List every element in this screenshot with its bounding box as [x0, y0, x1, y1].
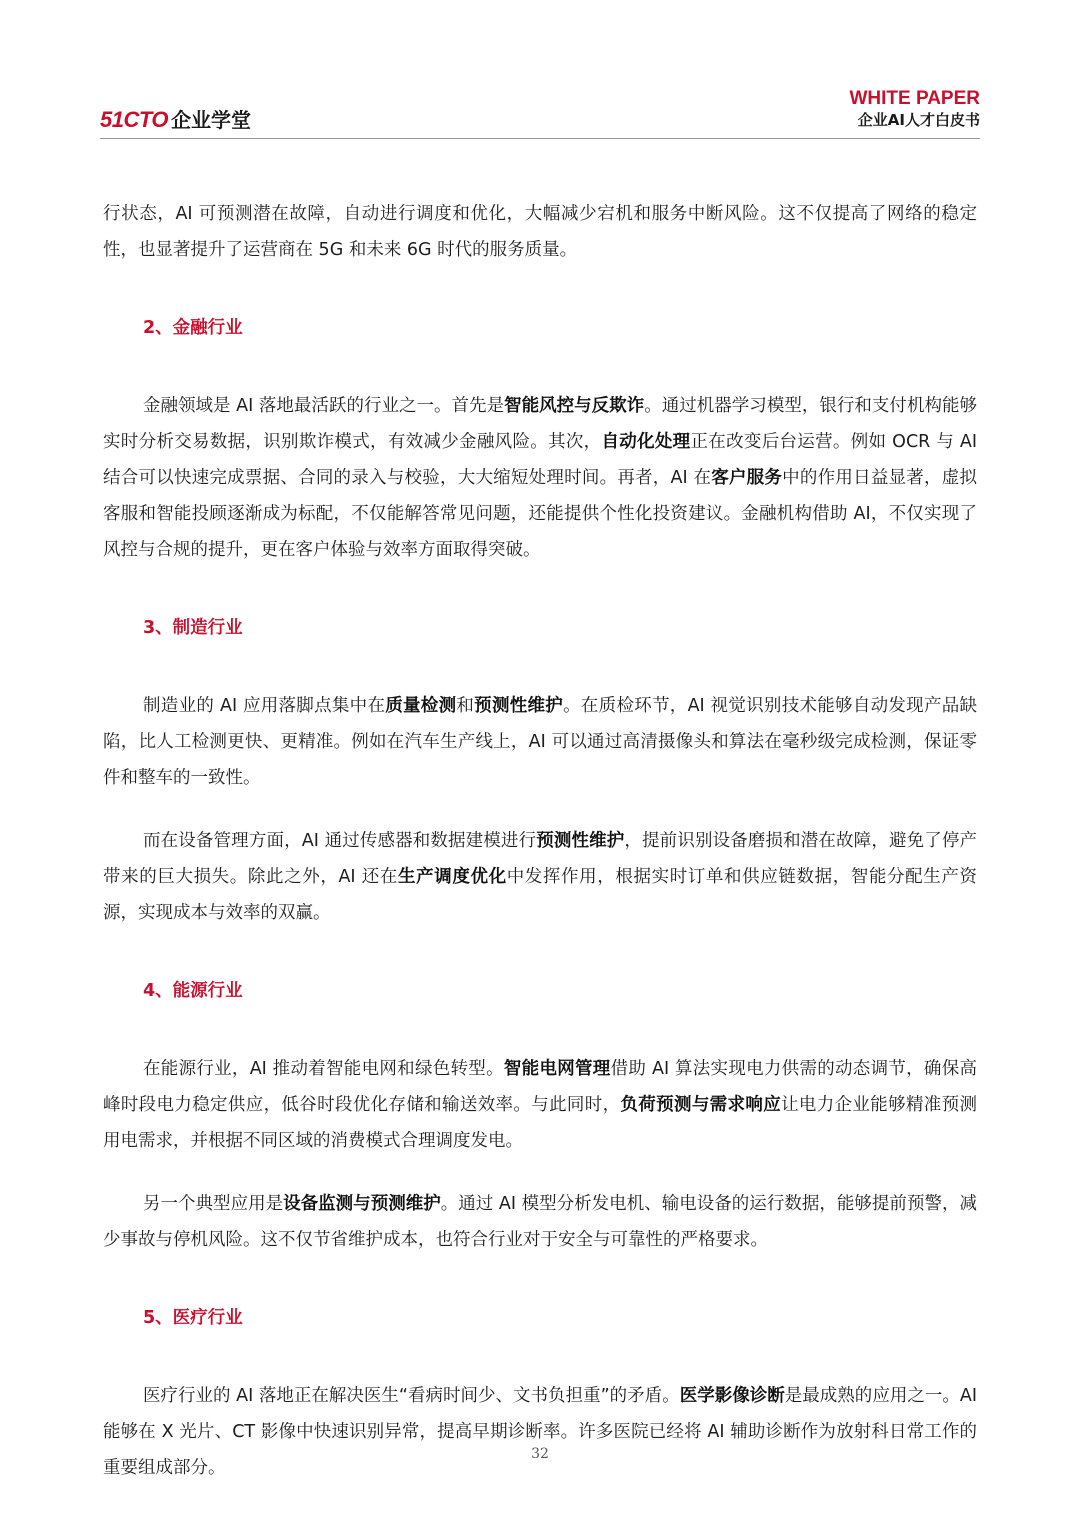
paragraph-finance — [103, 388, 977, 568]
page-number: 32 — [531, 1446, 549, 1462]
bold-term: 预测性维护 — [536, 831, 625, 851]
text-run: 。在质检环节，AI 视觉识别技术能够自动发现产品缺陷，比人工检测更快、更精准。例如在汽车生产线上，AI 可以通过高清摄像头和算法在毫秒级完成检测，保证零件和整车的一致性。 — [103, 696, 978, 788]
bold-term: 质量检测 — [385, 696, 457, 716]
paragraph-telecom-continued: 行状态，AI 可预测潜在故障，自动进行调度和优化，大幅减少宕机和服务中断风险。这不仅提高了网络的稳定性，也显著提升了运营商在 5G 和未来 6G 时代的服务质量。 — [103, 204, 977, 260]
paragraph-energy-1 — [103, 1051, 977, 1159]
bold-term: 客户服务 — [711, 468, 783, 488]
paragraph-manufacturing-1 — [103, 688, 977, 796]
text-run: 借助 AI 算法实现电力供需的动态调节，确保高峰时段电力稳定供应，低谷时段优化存储和输送效率。与此同时， — [103, 1059, 978, 1115]
heading-energy: 4、能源行业 — [143, 981, 243, 1001]
text-run: 制造业的 AI 应用落脚点集中在 — [143, 696, 386, 716]
bold-term: 自动化处理 — [601, 432, 691, 452]
bold-term: 智能风控与反欺诈 — [504, 396, 645, 416]
heading-manufacturing: 3、制造行业 — [143, 618, 243, 638]
bold-term: 生产调度优化 — [398, 867, 507, 887]
company-logo — [100, 104, 251, 133]
text-run: 正在改变后台运营。例如 OCR 与 AI 结合可以快速完成票据、合同的录入与校验，大大缩短处理时间。再者，AI 在 — [103, 432, 977, 488]
text-run: 中的作用日益显著，虚拟客服和智能投顾逐渐成为标配，不仅能解答常见问题，还能提供个性化投资建议。金融机构借助 AI，不仅实现了风控与合规的提升，更在客户体验与效率方面取得突破。 — [103, 468, 978, 560]
white-paper-label: WHITE PAPER — [849, 88, 980, 109]
logo-text: 企业学堂 — [171, 108, 252, 132]
text-run: 。通过 AI 模型分析发电机、输电设备的运行数据，能够提前预警，减少事故与停机风险。这不仅节省维护成本，也符合行业对于安全与可靠性的严格要求。 — [103, 1194, 977, 1250]
bold-term: 医学影像诊断 — [679, 1386, 785, 1406]
text-run: ，提前识别设备磨损和潜在故障，避免了停产带来的巨大损失。除此之外，AI 还在 — [103, 831, 978, 887]
text-run: 和 — [456, 696, 475, 716]
text-run: 在能源行业，AI 推动着智能电网和绿色转型。 — [143, 1059, 504, 1079]
text-run: 金融领域是 AI 落地最活跃的行业之一。首先是 — [143, 396, 505, 416]
text-run: 让电力企业能够精准预测用电需求，并根据不同区域的消费模式合理调度发电。 — [103, 1095, 977, 1151]
bold-term: 预测性维护 — [474, 696, 564, 716]
text-run: 另一个典型应用是 — [143, 1194, 284, 1214]
bold-term: 智能电网管理 — [503, 1059, 611, 1079]
heading-medical: 5、医疗行业 — [143, 1308, 243, 1328]
paragraph-medical — [103, 1378, 977, 1486]
logo-brand: 51CTO — [100, 107, 169, 132]
document-subtitle: 企业AI人才白皮书 — [857, 111, 980, 129]
page-header — [100, 88, 980, 138]
paragraph-manufacturing-2 — [103, 823, 977, 931]
paragraph-energy-2 — [103, 1186, 977, 1258]
heading-finance: 2、金融行业 — [143, 318, 243, 338]
bold-term: 负荷预测与需求响应 — [620, 1095, 782, 1115]
document-title-block — [849, 88, 980, 130]
text-run: 。通过机器学习模型，银行和支付机构能够实时分析交易数据，识别欺诈模式，有效减少金融风险。其次， — [103, 396, 977, 452]
page-content — [103, 196, 977, 1486]
header-divider — [100, 138, 980, 139]
text-run: 是最成熟的应用之一。AI 能够在 X 光片、CT 影像中快速识别异常，提高早期诊断率。许多医院已经将 AI 辅助诊断作为放射科日常工作的重要组成部分。 — [103, 1386, 977, 1478]
bold-term: 设备监测与预测维护 — [283, 1194, 441, 1214]
text-run: 中发挥作用，根据实时订单和供应链数据，智能分配生产资源，实现成本与效率的双赢。 — [103, 867, 978, 923]
text-run: 医疗行业的 AI 落地正在解决医生“看病时间少、文书负担重”的矛盾。 — [143, 1386, 680, 1406]
text-run: 而在设备管理方面，AI 通过传感器和数据建模进行 — [143, 831, 537, 851]
